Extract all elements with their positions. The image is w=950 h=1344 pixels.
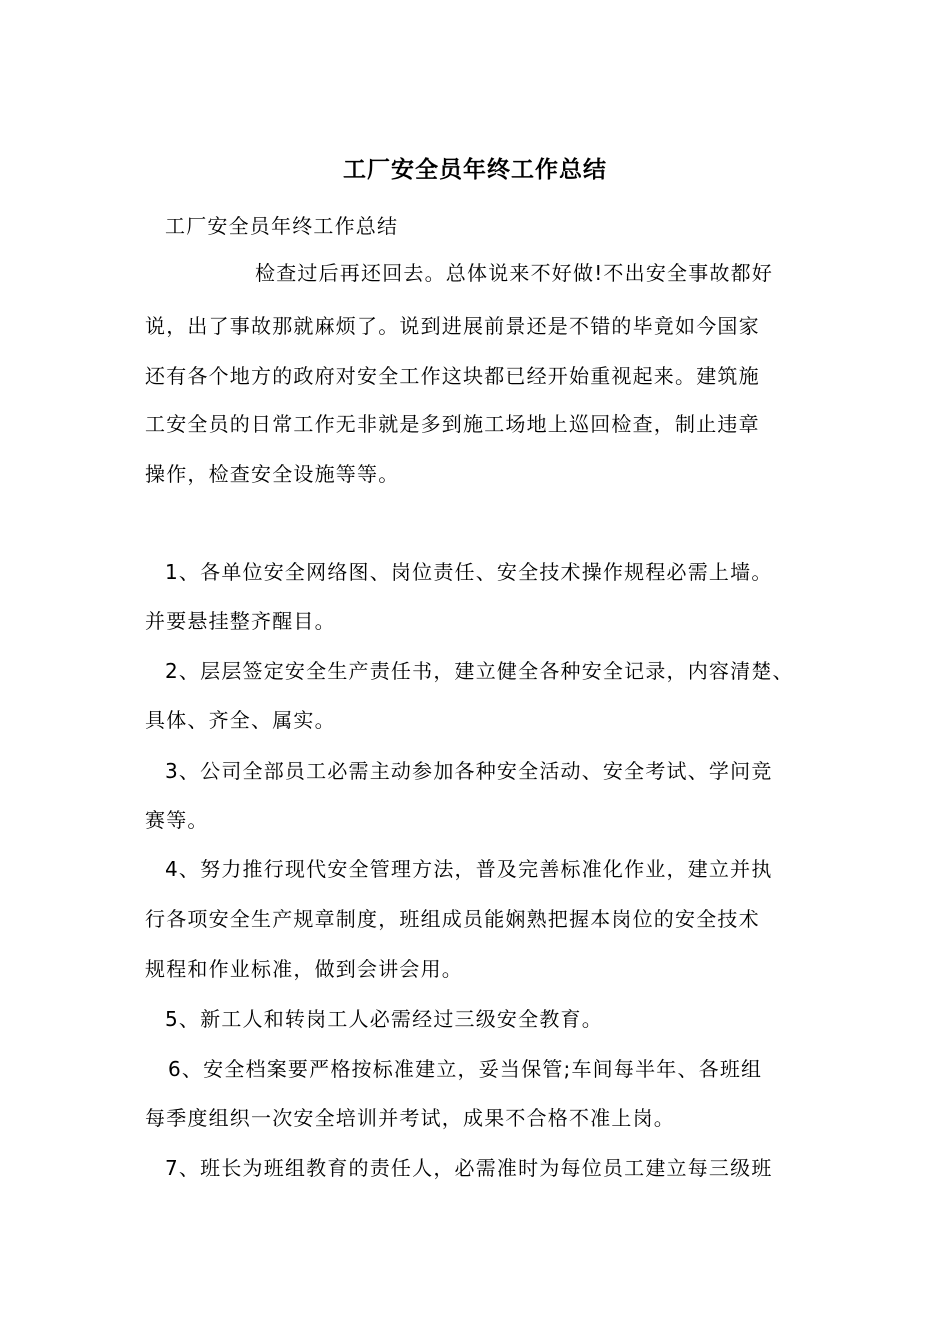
list-item-line: 行各项安全生产规章制度，班组成员能娴熟把握本岗位的安全技术 xyxy=(145,907,760,931)
list-item-line: 具体、齐全、属实。 xyxy=(145,708,336,732)
list-item-line: 6、安全档案要严格按标准建立，妥当保管;车间每半年、各班组 xyxy=(168,1057,763,1081)
list-item-line: 4、努力推行现代安全管理方法，普及完善标准化作业，建立并执 xyxy=(165,857,773,881)
paragraph-line: 检查过后再还回去。总体说来不好做!不出安全事故都好 xyxy=(255,261,774,285)
list-item-line: 5、新工人和转岗工人必需经过三级安全教育。 xyxy=(165,1007,603,1031)
paragraph-line: 还有各个地方的政府对安全工作这块都已经开始重视起来。建筑施 xyxy=(145,364,760,388)
list-item-line: 并要悬挂整齐醒目。 xyxy=(145,609,336,633)
list-item-line: 2、层层签定安全生产责任书，建立健全各种安全记录，内容清楚、 xyxy=(165,659,794,683)
document-subtitle: 工厂安全员年终工作总结 xyxy=(165,214,399,238)
paragraph-line: 工安全员的日常工作无非就是多到施工场地上巡回检查，制止违章 xyxy=(145,412,760,436)
list-item-line: 1、各单位安全网络图、岗位责任、安全技术操作规程必需上墙。 xyxy=(165,560,773,584)
list-item-line: 3、公司全部员工必需主动参加各种安全活动、安全考试、学问竞 xyxy=(165,759,773,783)
list-item-line: 7、班长为班组教育的责任人，必需准时为每位员工建立每三级班 xyxy=(165,1156,773,1180)
paragraph-line: 操作，检查安全设施等等。 xyxy=(145,462,400,486)
document-title: 工厂安全员年终工作总结 xyxy=(343,157,607,183)
list-item-line: 规程和作业标准，做到会讲会用。 xyxy=(145,957,463,981)
list-item-line: 赛等。 xyxy=(145,808,209,832)
paragraph-line: 说，出了事故那就麻烦了。说到进展前景还是不错的毕竟如今国家 xyxy=(145,314,760,338)
list-item-line: 每季度组织一次安全培训并考试，成果不合格不准上岗。 xyxy=(145,1106,675,1130)
